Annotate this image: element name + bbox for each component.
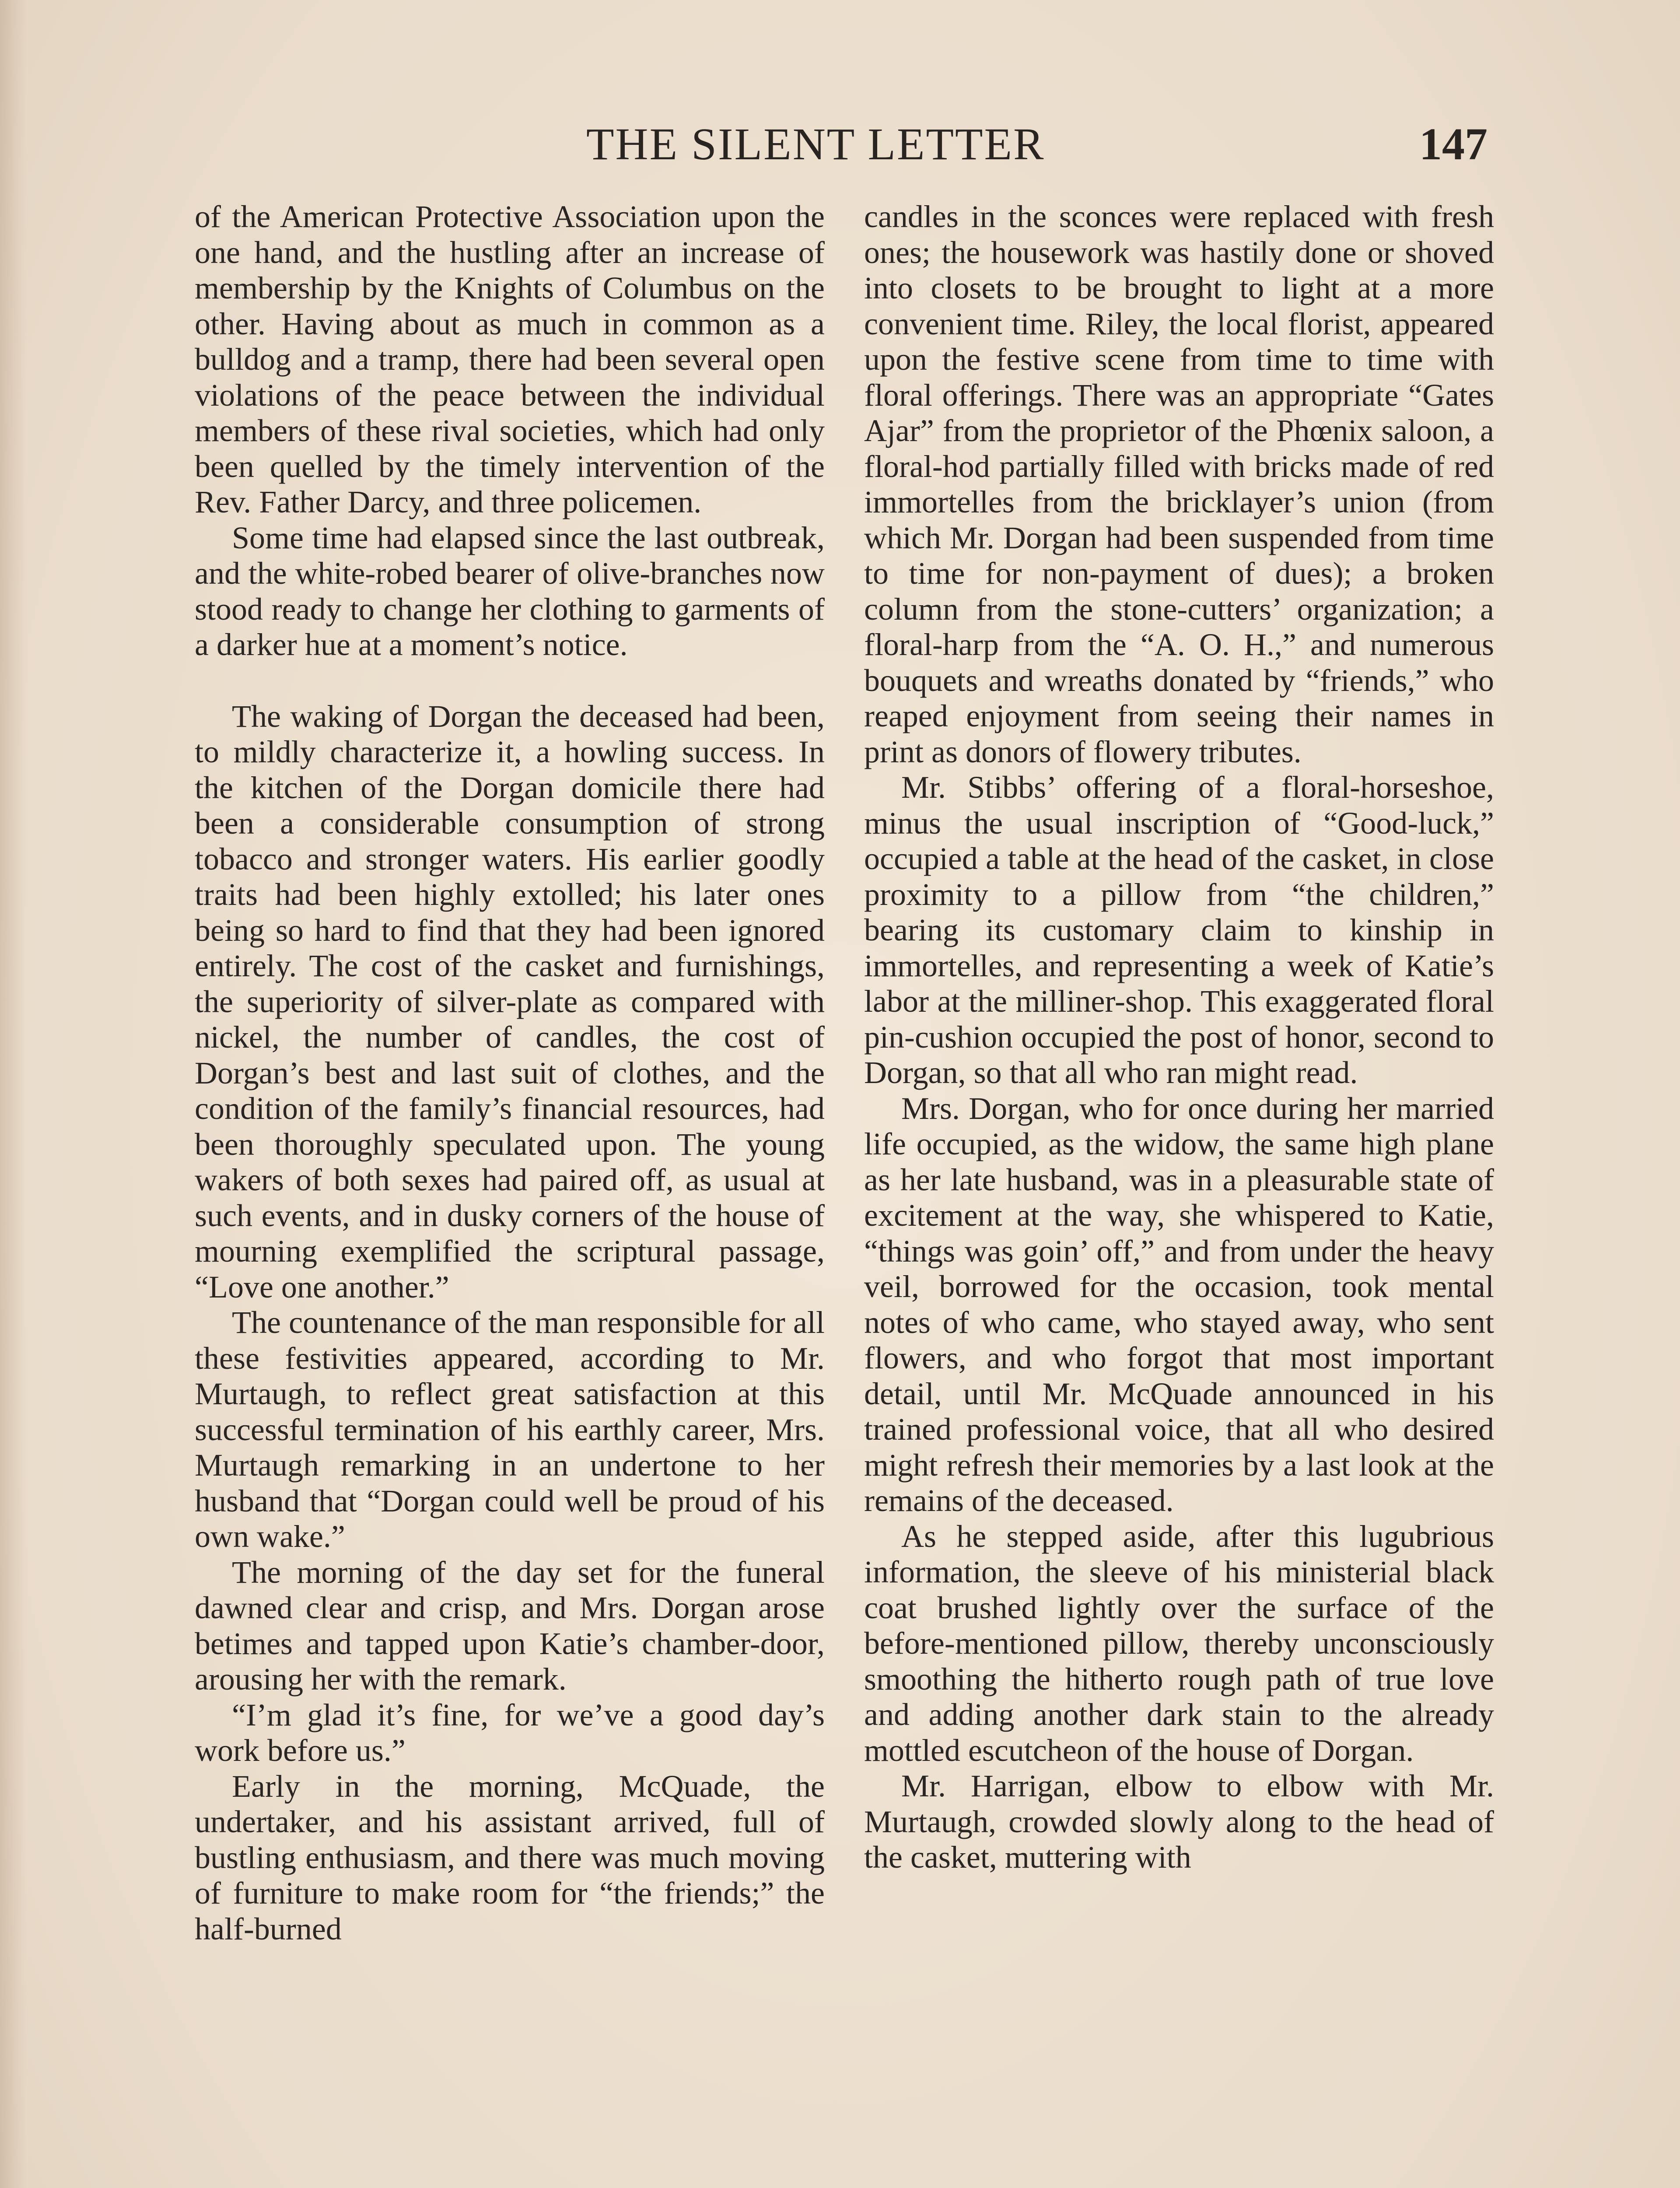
page-number: 147 [1419,119,1488,169]
left-column [195,199,825,1947]
running-title: THE SILENT LETTER [586,119,1045,169]
paragraph: As he stepped aside, after this lugubrious information, the sleeve of his ministerial black coat brushed lightly over the surface of the before-mentioned pillow, thereby unconsciously smoothing the hitherto rough path of true love and adding another dark stain to the already mottled escutcheon of the house of Dorgan. [864,1518,1494,1768]
paragraph: Mr. Harrigan, elbow to elbow with Mr. Murtaugh, crowded slowly along to the head of the casket, muttering with [864,1768,1494,1875]
paragraph: candles in the sconces were replaced with fresh ones; the housework was hastily done or shoved into closets to be brought to light at a more convenient time. Riley, the local florist, appeared upon the festive scene from time to time with floral offerings. There was an appropriate “Gates Ajar” from the proprietor of the Phœnix saloon, a floral-hod partially filled with bricks made of red immortelles from the bricklayer’s union (from which Mr. Dorgan had been suspended from time to time for non-payment of dues); a broken column from the stone-cutters’ organization; a floral-harp from the “A. O. H.,” and numerous bouquets and wreaths donated by “friends,” who reaped enjoyment from seeing their names in print as donors of flowery tributes. [864,199,1494,769]
paragraph: The waking of Dorgan the deceased had been, to mildly characterize it, a howling success. In the kitchen of the Dorgan domicile there had been a considerable consumption of strong tobacco and stronger waters. His earlier goodly traits had been highly extolled; his later ones being so hard to find that they had been ignored entirely. The cost of the casket and furnishings, the superiority of silver-plate as compared with nickel, the number of candles, the cost of Dorgan’s best and last suit of clothes, and the condition of the family’s financial resources, had been thoroughly speculated upon. The young wakers of both sexes had paired off, as usual at such events, and in dusky corners of the house of mourning exemplified the scriptural passage, “Love one another.” [195,698,825,1304]
paragraph: The morning of the day set for the funeral dawned clear and crisp, and Mrs. Dorgan arose betimes and tapped upon Katie’s chamber-door, arousing her with the remark. [195,1554,825,1697]
paragraph: Mrs. Dorgan, who for once during her married life occupied, as the widow, the same high plane as her late husband, was in a pleasurable state of excitement at the way, she whispered to Katie, “things was goin’ off,” and from under the heavy veil, borrowed for the occasion, took mental notes of who came, who stayed away, who sent flowers, and who forgot that most important detail, until Mr. McQuade announced in his trained professional voice, that all who desired might refresh their memories by a last look at the remains of the deceased. [864,1090,1494,1518]
paragraph: “I’m glad it’s fine, for we’ve a good day’s work before us.” [195,1697,825,1768]
page-edge-shadow [0,0,26,2188]
paragraph: Early in the morning, McQuade, the undertaker, and his assistant arrived, full of bustling enthusiasm, and there was much moving of furniture to make room for “the friends;” the half-burned [195,1768,825,1946]
right-column [864,199,1494,1876]
paragraph: Some time had elapsed since the last outbreak, and the white-robed bearer of olive-branches now stood ready to change her clothing to garments of a darker hue at a moment’s notice. [195,520,825,662]
paragraph: The countenance of the man responsible for all these festivities appeared, according to Mr. Murtaugh, to reflect great satisfaction at this successful termination of his earthly career, Mrs. Murtaugh remarking in an undertone to her husband that “Dorgan could well be proud of his own wake.” [195,1305,825,1554]
paragraph: Mr. Stibbs’ offering of a floral-horseshoe, minus the usual inscription of “Good-luck,” occupied a table at the head of the casket, in close proximity to a pillow from “the children,” bearing its customary claim to kinship in immortelles, and representing a week of Katie’s labor at the milliner-shop. This exaggerated floral pin-cushion occupied the post of honor, second to Dorgan, so that all who ran might read. [864,770,1494,1090]
paragraph: of the American Protective Association upon the one hand, and the hustling after an increase of membership by the Knights of Columbus on the other. Having about as much in common as a bulldog and a tramp, there had been several open violations of the peace between the individual members of these rival societies, which had only been quelled by the timely intervention of the Rev. Father Darcy, and three policemen. [195,199,825,519]
